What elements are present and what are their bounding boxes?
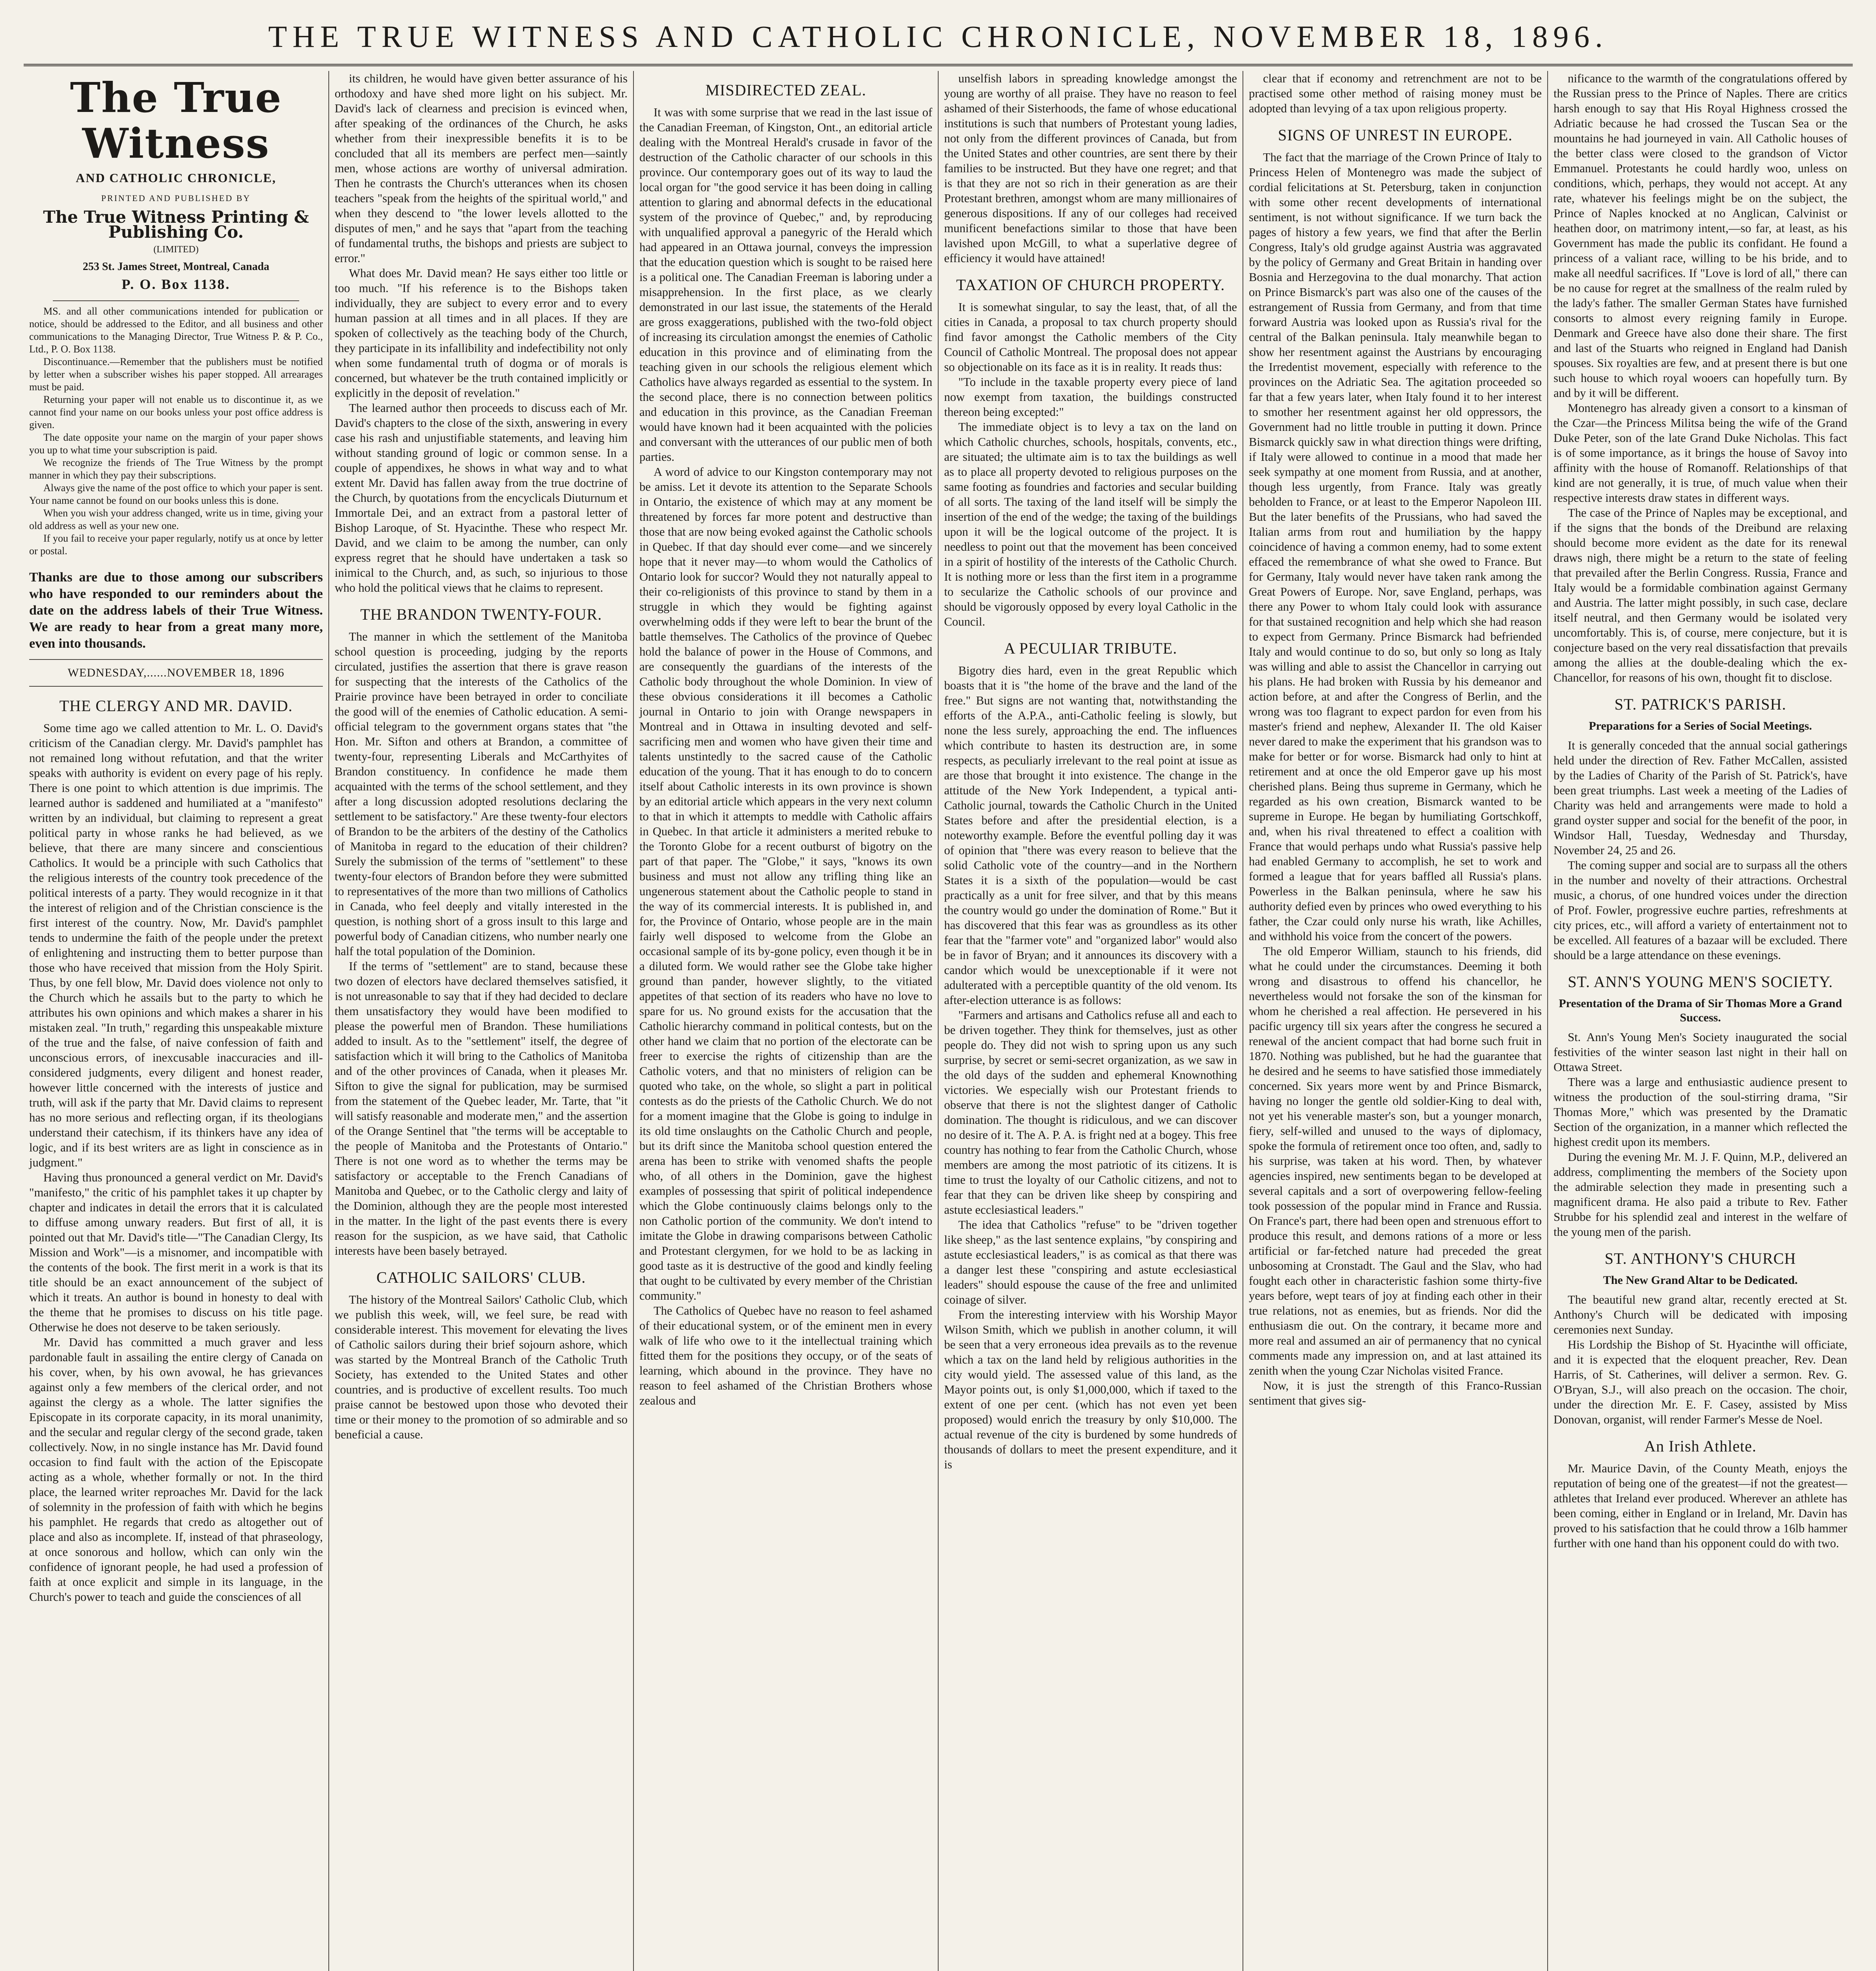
- article-heading: A PECULIAR TRIBUTE.: [1004, 639, 1177, 657]
- dateline: WEDNESDAY,......NOVEMBER 18, 1896: [29, 660, 323, 687]
- article-heading: SIGNS OF UNREST IN EUROPE.: [1278, 126, 1513, 144]
- article-paragraph: Having thus pronounced a general verdict on Mr. David's "manifesto," the critic of his pamphlet takes it up chapter by chapter and indicates in detail the errors that it is calculated to diffuse among unwary readers. But first of all, it is pointed out that Mr. David's title—"The Canadian Clergy, Its Mission and Work"—is a misnomer, and incompatible with the contents of the book. The first merit in a work is that its title should be an exact announcement of the subject of which it treats. An author is bound in honesty to deal with the theme that he promises to discuss on his title page. Otherwise he does not deserve to be taken seriously.: [29, 1171, 323, 1334]
- article-heading: An Irish Athlete.: [1644, 1437, 1757, 1455]
- article-paragraph: His Lordship the Bishop of St. Hyacinthe will officiate, and it is expected that the eloquent preacher, Rev. Dean Harris, of St. Catherines, will deliver a sermon. Rev. G. O'Bryan, S.J., will also preach on the occasion. The choir, under the direction Mr. E. F. Casey, assisted by Miss Donovan, organist, will render Farmer's Messe de Noel.: [1554, 1338, 1847, 1426]
- notice-paragraph: Returning your paper will not enable us to discontinue it, as we cannot find your name on our books unless your post office address is given.: [29, 394, 323, 430]
- article-heading: ST. PATRICK'S PARISH.: [1614, 695, 1787, 713]
- article-paragraph: clear that if economy and retrenchment are not to be practised some other method of raising money must be adopted than levying of a tax upon religious property.: [1249, 72, 1542, 115]
- article-paragraph: "Farmers and artisans and Catholics refuse all and each to be driven together. They think for themselves, just as other people do. They did not wish to spring upon us any such surprise, by secret or semi-secret organization, as we saw in the old days of the sudden and ephemeral Knownothing victories. We especially wish our Protestant friends to observe that there is not the slightest danger of Catholic domination. The thought is ridiculous, and we can discover no desire of it. The A. P. A. is fright ned at a bogey. This free country has nothing to fear from the Catholic Church, whose members are among the most patriotic of its citizens. It is time to trust the loyalty of our Catholic citizens, and not to fear that they can be driven like sheep by conspiring and astute ecclesiastical leaders.": [944, 1008, 1237, 1217]
- article-paragraph: The immediate object is to levy a tax on the land on which Catholic churches, schools, hospitals, convents, etc., are situated; the ultimate aim is to tax the buildings as well as to place all property devoted to religious purposes on the same footing as foundries and factories and secular building of all sorts. The taxing of the land itself will be simply the insertion of the end of the wedge; the taxing of the buildings upon it will be the logical outcome of the project. It is needless to point out that the movement has been conceived in a spirit of hostility of the interests of the Catholic Church. It is nothing more or less than the first item in a programme to secularize the Catholic schools of our province and should be vigorously opposed by every loyal Catholic in the Council.: [944, 420, 1237, 628]
- page-header: [24, 9, 1853, 66]
- article-paragraph: The beautiful new grand altar, recently erected at St. Anthony's Church will be dedicated with imposing ceremonies next Sunday.: [1554, 1293, 1847, 1336]
- masthead-publisher: The True Witness Printing & Publishing Co.: [43, 207, 309, 242]
- article-paragraph: The history of the Montreal Sailors' Catholic Club, which we publish this week, will, we feel sure, be read with considerable interest. This movement for elevating the lives of Catholic sailors during their brief sojourn ashore, which was started by the Montreal Branch of the Catholic Truth Society, has extended to the United States and other countries, and is productive of excellent results. Too much praise cannot be bestowed upon those who devoted their time or their money to the promotion of so admirable and so beneficial a cause.: [335, 1293, 628, 1441]
- divider: [53, 300, 299, 301]
- article-paragraph: There was a large and enthusiastic audience present to witness the production of the soul-stirring drama, "Sir Thomas More," which was presented by the Dramatic Section of the organization, in a manner which reflected the highest credit upon its members.: [1554, 1075, 1847, 1149]
- article-paragraph: It was with some surprise that we read in the last issue of the Canadian Freeman, of Kingston, Ont., an editorial article dealing with the Montreal Herald's crusade in favor of the destruction of the Catholic character of our schools in this province. Our contemporary goes out of its way to laud the local organ for "the good service it has been doing in calling attention to glaring and abnormal defects in the educational system of the province of Quebec," and, by reproducing with unqualified approval a panegyric of the Herald which had appeared in an Ottawa journal, conveys the impression that the education question which is sought to be raised here is a political one. The Canadian Freeman is laboring under a misapprehension. In the first place, as we clearly demonstrated in our last issue, the statements of the Herald are gross exaggerations, published with the two-fold object of increasing its circulation amongst the enemies of Catholic education in this province and of eliminating from the teaching given in our schools the religious element which Catholics have always regarded as essential to the system. In the second place, there is no connection between politics and education in this province, as the Canadian Freeman would have known had it been acquainted with the policies and conversant with the utterances of our public men of both parties.: [639, 106, 932, 464]
- publisher-notices: [29, 305, 323, 557]
- masthead-printed-by: PRINTED AND PUBLISHED BY: [101, 193, 251, 203]
- article-paragraph: Bigotry dies hard, even in the great Republic which boasts that it is "the home of the brave and the land of the free." But signs are not wanting that, notwithstanding the efforts of the A.P.A., anti-Catholic feeling is slowly, but none the less surely, approaching the end. The influences which contribute to hasten its destruction are, in some respects, as peculiarly irrelevant to the real point at issue as are those that brought it into existence. The change in the attitude of the New York Independent, a typical anti-Catholic journal, towards the Catholic Church in the United States before and after the presidential election, is a noteworthy example. Before the eventful polling day it was of opinion that "there was every reason to believe that the solid Catholic vote of the country—and in the Northern States it is a sixth of the population—would be cast practically as a unit for free silver, and that by this means the country would go under the domination of Rome." But it has discovered that this fear was as groundless as its other fear that the "farmer vote" and "organized labor" would also be in favor of Bryan; and it announces its discovery with a candor which would be unexceptionable if it were not adulterated with a perceptible quantity of the old venom. Its after-election utterance is as follows:: [944, 664, 1237, 1007]
- article-heading: THE CLERGY AND MR. DAVID.: [59, 697, 293, 715]
- article-paragraph: The fact that the marriage of the Crown Prince of Italy to Princess Helen of Montenegro was made the subject of cordial felicitations at St. Petersburg, taken in conjunction with some other recent developments of international sentiment, is not without significance. If we turn back the pages of history a few years, we find that after the Berlin Congress, Italy's old grudge against Austria was aggravated by the policy of Germany and Great Britain in handing over Bosnia and Herzegovina to the dual monarchy. That action on Prince Bismarck's part was also one of the causes of the estrangement of Russia from Germany, and from that time forward Austria was looked upon as Russia's rival for the central of the Balkan peninsula. Italy meanwhile began to show her resentment against the Austrians by encouraging the Irredentist movement, especially with reference to the provinces on the Adriatic Sea. The agitation proceeded so far that a few years later, when Italy found it to her interest to smother her resentment against her old oppressors, the Government had no little trouble in putting it down. Prince Bismarck quickly saw in what direction things were drifting, if Italy were allowed to continue in a mood that made her seek sympathy at one moment from Russia, and at another, though less urgently, from France. Italy was greatly beholden to France, or at least to the Emperor Napoleon III. But the later benefits of the Prussians, who had saved the Italian arms from rout and humiliation by the happy coincidence of having a common enemy, had to some extent effaced the remembrance of what she owed to France. But for Germany, Italy would never have taken rank among the Great Powers of Europe. Nor, save England, perhaps, was there any Power to whom Italy could look with assurance for that sustained recognition and help which she had reason to expect from Germany. Prince Bismarck had befriended Italy and would continue to do so, but only so long as Italy was willing and able to assist the Chancellor in carrying out his plans. He had broken with Russia by his demeanor and action before, at and after the Congress of Berlin, and the wrong was too flagrant to expect pardon for even from his master's friend and nephew, Alexander II. The old Kaiser never dared to make the experiment that his grandson was to make for better or for worse. Bismarck had only to hint at retirement and at once the old Emperor gave up his most cherished plans. Being thus supreme in Germany, which he regarded as his own creation, Bismarck wanted to be supreme in Europe. He began by humiliating Gortschkoff, and, when his rival threatened to effect a coalition with France that would perhaps undo what Russia's passive help had enabled Germany to accomplish, he set to work and formed a league that for years baffled all Russia's plans. Powerless in the Balkan peninsula, where he saw his authority defied even by princes who owed everything to his father, the Czar could only nurse his wrath, like Achilles, and withhold his voice from the concert of the powers.: [1249, 151, 1542, 943]
- article-heading: THE BRANDON TWENTY-FOUR.: [360, 605, 602, 623]
- article-paragraph: Mr. Maurice Davin, of the County Meath, enjoys the reputation of being one of the greatest—if not the greatest—athletes that Ireland ever produced. Wherever an athlete has been coming, either in England or in Ireland, Mr. Davin has proved to his satisfaction that he could throw a 16lb hammer further with one hand than his opponent could do with two.: [1554, 1462, 1847, 1550]
- masthead: [29, 71, 323, 292]
- article-paragraph: A word of advice to our Kingston contemporary may not be amiss. Let it devote its attention to the Separate Schools in Ontario, the existence of which may at any moment be threatened by forces far more potent and destructive than those that are now being evoked against the Catholic schools in Quebec. If that day should ever come—and we sincerely hope that it never may—to whom would the Catholics of Ontario look for succor? Would they not naturally appeal to their co-religionists of this province to stand by them in a struggle in which they would be fighting against overwhelming odds if they were left to bear the brunt of the battle themselves. The Catholics of the province of Quebec hold the balance of power in the House of Commons, and are consequently the guardians of the interests of the Catholic body throughout the whole Dominion. In view of these obvious considerations it ill becomes a Catholic journal in Ontario to join with Orange newspapers in Montreal and in Ottawa in insulting devoted and self-sacrificing men and women who have given their time and talents unstintedly to the sacred cause of the Catholic education of the young. That it has enough to do to concern itself about Catholic interests in its own province is shown by an editorial article which appears in the very next column to that in which it attempts to meddle with Catholic affairs in Quebec. In that article it administers a merited rebuke to the Toronto Globe for a recent outburst of bigotry on the part of that paper. The "Globe," it says, "knows its own business and must not allow any trifling thing like an ungenerous statement about the Catholic people to stand in the way of its commercial interests. It is published in, and for, the Province of Ontario, whose people are in the main fairly well disposed to welcome from the Globe an occasional sample of its by-gone policy, even though it be in a diluted form. We would rather see the Globe take higher ground than pander, however slightly, to the vitiated appetites of that section of its readers who have no love to spare for us. No ground exists for the accusation that the Catholic hierarchy command in political contests, but on the other hand we claim that no portion of the electorate can be freer to exercise the rights of citizenship than are the Catholic voters, and that no ministers of religion can be quoted who take, on the whole, so slight a part in political contests as do the priests of the Catholic Church. We do not for a moment imagine that the Globe is going to indulge in its old time onslaughts on the Catholic Church and people, but its drift since the Manitoba school question entered the arena has been to strike with venomed shafts the people who, of all others in the Dominion, gave the highest examples of possessing that spirit of political independence which the Globe continuously claims belongs only to the non Catholic portion of the community. We don't intend to imitate the Globe in drawing comparisons between Catholic and Protestant clergymen, for we hold to be as lacking in good taste as it is destructive of the good and kindly feeling that ought to be cultivated by every member of the Christian community.": [639, 465, 932, 1302]
- article-heading: TAXATION OF CHURCH PROPERTY.: [956, 276, 1225, 294]
- article-paragraph: The Catholics of Quebec have no reason to feel ashamed of their educational system, or of the eminent men in every walk of life who owe to it the intellectual training which fitted them for the positions they occupy, or of the seats of learning, which abound in the province. They have no reason to feel ashamed of the Christian Brothers whose zealous and: [639, 1304, 932, 1407]
- article-heading: ST. ANN'S YOUNG MEN'S SOCIETY.: [1568, 973, 1833, 991]
- notice-paragraph: MS. and all other communications intended for publication or notice, should be addressed to the Editor, and all business and other communications to the Managing Director, True Witness P. & P. Co., Ltd., P. O. Box 1138.: [29, 306, 323, 355]
- article-paragraph: The case of the Prince of Naples may be exceptional, and if the signs that the bonds of the Dreibund are relaxing should become more evident as the date for its renewal draws nigh, there might be a return to the state of feeling that prevailed after the Berlin Congress. Russia, France and Italy would be a formidable combination against Germany and Austria. The latter might possibly, in such case, declare itself neutral, and then Germany would be isolated very uncomfortably. This is, of course, mere conjecture, but it is conjecture based on the very real dissatisfaction that prevails among the allies at the double-dealing which the ex-Chancellor, for reasons of his own, thought fit to disclose.: [1554, 506, 1847, 684]
- article-paragraph: During the evening Mr. M. J. F. Quinn, M.P., delivered an address, complimenting the members of the Society upon the admirable selection they made in presenting such a magnificent drama. He also paid a tribute to Rev. Father Strubbe for his splendid zeal and interest in the welfare of the young men of the parish.: [1554, 1150, 1847, 1239]
- newspaper-columns: [24, 71, 1853, 1971]
- article-paragraph: It is generally conceded that the annual social gatherings held under the direction of Rev. Father McCallen, assisted by the Ladies of Charity of the Parish of St. Patrick's, have been great triumphs. Last week a meeting of the Ladies of Charity was held and arrangements were made to hold a grand oyster supper and social for the benefit of the poor, in Windsor Hall, Tuesday, Wednesday and Thursday, November 24, 25 and 26.: [1554, 739, 1847, 857]
- running-title: THE TRUE WITNESS AND CATHOLIC CHRONICLE, NOVEMBER 18, 1896.: [268, 19, 1608, 54]
- column-5: [1243, 71, 1547, 1971]
- article-paragraph: It is somewhat singular, to say the least, that, of all the cities in Canada, a proposal to tax church property should find favor amongst the Catholic members of the City Council of Catholic Montreal. The proposal does not appear so objectionable on its face as it is in reality. It reads thus:: [944, 300, 1237, 374]
- article-heading: ST. ANTHONY'S CHURCH: [1604, 1250, 1796, 1267]
- article-paragraph: The learned author then proceeds to discuss each of Mr. David's chapters to the close of the sixth, answering in every case his rash and unjustifiable statements, and leaving him without standing ground of logic or common sense. In a couple of appendixes, he shows in what way and to what extent Mr. David has fallen away from the true doctrine of the Church, by quotations from the encyclicals Diuturnum et Immortale Dei, and an extract from a pastoral letter of Bishop Laroque, of St. Hyacinthe. These who respect Mr. David, and we claim to be among the number, can only express regret that he should have undertaken a task so inimical to the Church, and, as such, so injurious to those who hold the political views that he claims to represent.: [335, 401, 628, 594]
- column-1: [24, 71, 328, 1971]
- article-paragraph: its children, he would have given better assurance of his orthodoxy and have shed more light on his subject. Mr. David's lack of clearness and precision is evinced when, after speaking of the ordinances of the Church, he asks whether from their inexpressible benefits it is to be concluded that all its members are perfect men—saintly men, whose actions are worthy of universal admiration. Then he contrasts the Church's utterances when its chosen teachers "speak from the heights of the spiritual world," and when they descend to "the lower levels allotted to the disputes of men," and he says that "apart from the teaching of fundamental truths, the bishops and priests are subject to error.": [335, 72, 628, 265]
- article-paragraph: Montenegro has already given a consort to a kinsman of the Czar—the Princess Militsa being the wife of the Grand Duke Peter, son of the late Grand Duke Nicholas. This fact is of some importance, as it brings the house of Savoy into affinity with the house of Romanoff. Relationships of that kind are not generally, it is true, of much value when their respective interests draw states in different ways.: [1554, 401, 1847, 505]
- article-heading: CATHOLIC SAILORS' CLUB.: [376, 1269, 586, 1286]
- column-2: [328, 71, 633, 1971]
- masthead-logo: The True Witness: [70, 73, 282, 168]
- article-paragraph: St. Ann's Young Men's Society inaugurated the social festivities of the winter season last night in their hall on Ottawa Street.: [1554, 1030, 1847, 1074]
- article-paragraph: The manner in which the settlement of the Manitoba school question is proceeding, judging by the reports circulated, justifies the assertion that there is grave reason for suspecting that the interests of the Catholics of the Prairie province have been betrayed in order to conciliate the good will of the enemies of Catholic education. A semi-official telegram to the government organs states that "the Hon. Mr. Sifton and others at Brandon, a committee of twenty-four, representing Liberals and McCarthyites of Brandon constituency. In confidence he made them acquainted with the terms of the school settlement, and they after a long discussion adopted resolutions declaring the settlement to be satisfactory." Are these twenty-four electors of Brandon to be the arbiters of the destiny of the Catholics of Manitoba in regard to the education of their children? Surely the submission of the terms of "settlement" to these twenty-four electors of Brandon before they were submitted to representatives of the more than two millions of Catholics in Canada, who feel deeply and vitally interested in the question, is nothing short of a gross insult to this large and powerful body of Canadian citizens, who number nearly one half the total population of the Dominion.: [335, 630, 628, 958]
- column-3: [633, 71, 938, 1971]
- thanks-notice: Thanks are due to those among our subscribers who have responded to our reminders about the date on the address labels of their True Witness. We are ready to hear from a great many more, even into thousands.: [29, 569, 323, 660]
- notice-paragraph: The date opposite your name on the margin of your paper shows you up to what time your subscription is paid.: [29, 432, 323, 456]
- article-paragraph: From the interesting interview with his Worship Mayor Wilson Smith, which we publish in another column, it will be seen that a very erroneous idea prevails as to the revenue which a tax on the land held by religious authorities in the city would yield. The assessed value of this land, as the Mayor points out, is only $1,000,000, which if taxed to the extent of one per cent. (which has not even yet been proposed) would enrich the treasury by only $10,000. The actual revenue of the city is burdened by some hundreds of thousands of dollars to meet the present expenditure, and it is: [944, 1308, 1237, 1471]
- article-paragraph: Now, it is just the strength of this Franco-Russian sentiment that gives sig-: [1249, 1379, 1542, 1407]
- notice-paragraph: Always give the name of the post office to which your paper is sent. Your name cannot be found on our books unless this is done.: [29, 482, 323, 506]
- article-paragraph: If the terms of "settlement" are to stand, because these two dozen of electors have declared themselves satisfied, it is not unreasonable to say that if they had decided to declare them unsatisfactory they would have been modified to please the powerful men of Brandon. These humiliations added to insult. As to the "settlement" itself, the degree of satisfaction which it will bring to the Catholics of Manitoba and of the other provinces of Canada, when it pleases Mr. Sifton to give the signal for publication, may be surmised from the statement of the Quebec leader, Mr. Tarte, that "it will satisfy reasonable and moderate men," and the assertion of the Orange Sentinel that "the terms will be acceptable to the people of Manitoba and the Protestants of Ontario." There is not one word as to whether the terms may be satisfactory or acceptable to the French Canadians of Manitoba and Quebec, or to the Catholic clergy and laity of the Dominion, although they are the people most interested in the matter. In the light of the past events there is every reason for the suspicion, as we have said, that Catholic interests have been basely betrayed.: [335, 959, 628, 1257]
- article-paragraph: Mr. David has committed a much graver and less pardonable fault in assailing the entire clergy of Canada on his cover, when, by his own avowal, he has grievances against only a few members of the clerical order, and not against the clergy as a whole. The latter signifies the Episcopate in its corporate capacity, in its moral unanimity, and the secular and regular clergy of the second grade, taken collectively. Now, in no single instance has Mr. David found occasion to find fault with the action of the Episcopate acting as a whole, whether formally or not. In the third place, the learned writer reproaches Mr. David for the lack of solemnity in the profession of faith with which he begins his pamphlet. He regards that credo as altogether out of place and also as incomplete. If, instead of that phraseology, at once sonorous and hollow, which can only win the confidence of ignorant people, he had used a profession of faith at once explicit and simple in its language, in the Church's power to teach and guide the consciences of all: [29, 1336, 323, 1604]
- article-paragraph: The old Emperor William, staunch to his friends, did what he could under the circumstances. Deeming it both wrong and disastrous to offend his chancellor, he nevertheless would not forsake the son of the kinsman for whom he cherished a real affection. He persevered in his pacific urgency till six years after the congress he secured a renewal of the ancient compact that had borne such fruit in 1870. Nothing was published, but he had the guarantee that he desired and he seems to have satisfied those immediately concerned. Six years more went by and Prince Bismarck, having no longer the gentle old soldier-King to deal with, not yet his venerable master's son, but a younger monarch, fiery, self-willed and unused to the ways of diplomacy, spoke the formula of retirement once too often, and, sadly to his surprise, was taken at his word. Then, by whatever agencies inspired, new sentiments began to be developed at several capitals and a sort of overpowering fellow-feeling took possession of the popular mind in France and Russia. On France's part, there had been open and strenuous effort to produce this result, and demons rations of a more or less artificial or far-fetched nature had preceded the great unbosoming at Cronstadt. The Gaul and the Slav, who had fought each other in characteristic fashion some thirty-five years before, wept tears of joy at finding each other in their true relations, not as enemies, but as friends. Nor did the enthusiasm die out. On the contrary, it became more and more real and assumed an air of permanency that no cynical comments made any impression on, and at last attained its zenith when the young Czar Nicholas visited France.: [1249, 945, 1542, 1377]
- article-paragraph: Some time ago we called attention to Mr. L. O. David's criticism of the Canadian clergy. Mr. David's pamphlet has not remained long without refutation, and that the writer speaks with authority is evident on every page of his reply. There is one point to which attention is due imprimis. The learned author is saddened and humiliated at a "manifesto" written by an individual, but claiming to represent a great political party in whose ranks he had believed, as we believe, that there are many sincere and conscientious Catholics. It would be a principle with such Catholics that the religious interests of the country took precedence of the political interests of a party. They would recognize in it that the interest of religion and of the Christian conscience is the first interest of the country. Now, Mr. David's pamphlet tends to undermine the faith of the people under the pretext of enlightening and instructing them to better purpose than those who have received that mission from the Holy Spirit. Thus, by one fell blow, Mr. David does violence not only to the Church which he assails but to the party to which he attributes his own opinions and which makes a sharer in his mistaken zeal. "In truth," regarding this unspeakable mixture of the true and the false, of naive confession of faith and unconscious errors, of inexcusable inaccuracies and ill-considered judgments, every diligent and honest reader, however little concerned with the interests of justice and truth, will ask if the party that Mr. David claims to represent has no more serious and reflecting organ, if its theologians understand their catechism, if its thinkers have any idea of logic, and if its best writers are as light in conscience as in judgment.": [29, 721, 323, 1169]
- masthead-subtitle: AND CATHOLIC CHRONICLE,: [76, 171, 276, 185]
- notice-paragraph: We recognize the friends of The True Witness by the prompt manner in which they pay their subscriptions.: [29, 457, 323, 481]
- article-subheading: Presentation of the Drama of Sir Thomas More a Grand Success.: [1559, 997, 1842, 1024]
- notice-paragraph: Discontinuance.—Remember that the publishers must be notified by letter when a subscriber wishes his paper stopped. All arrearages must be paid.: [29, 356, 323, 393]
- column-4: [938, 71, 1243, 1971]
- column-6: [1547, 71, 1853, 1971]
- article-paragraph: What does Mr. David mean? He says either too little or too much. "If his reference is to the Bishops taken individually, they are subject to every error and to every human passion at all times and in all places. If they are spoken of collectively as the teaching body of the Church, they participate in its infallibility and indefectibility not only when some fundamental truth of dogma or of morals is concerned, but whatever be the truth contained implicitly or explicitly in the deposit of revelation.": [335, 266, 628, 400]
- article-paragraph: The coming supper and social are to surpass all the others in the number and novelty of their attractions. Orchestral music, a chorus, of one hundred voices under the direction of Prof. Fowler, progressive euchre parties, refreshments at city prices, etc., will afford a variety of entertainment not to be excelled. All features of a bazaar will be excluded. There should be a large attendance on these evenings.: [1554, 859, 1847, 962]
- notice-paragraph: If you fail to receive your paper regularly, notify us at once by letter or postal.: [29, 533, 323, 557]
- article-subheading: The New Grand Altar to be Dedicated.: [1603, 1274, 1798, 1287]
- article-paragraph: "To include in the taxable property every piece of land now exempt from taxation, the buildings constructed thereon being excepted:": [944, 375, 1237, 419]
- article-heading: MISDIRECTED ZEAL.: [705, 81, 866, 99]
- article-paragraph: The idea that Catholics "refuse" to be "driven together like sheep," as the last sentence explains, "by conspiring and astute ecclesiastical leaders," is as comical as that there was a danger lest these "conspiring and astute ecclesiastical leaders" should espouse the cause of the free and unlimited coinage of silver.: [944, 1218, 1237, 1306]
- masthead-po-box: P. O. Box 1138.: [121, 276, 231, 292]
- masthead-address: 253 St. James Street, Montreal, Canada: [82, 261, 270, 273]
- notice-paragraph: When you wish your address changed, write us in time, giving your old address as well as your new one.: [29, 507, 323, 531]
- article-paragraph: unselfish labors in spreading knowledge amongst the young are worthy of all praise. They have no reason to feel ashamed of their Sisterhoods, the fame of whose educational institutions is such that numbers of Protestant young ladies, not only from the different provinces of Canada, but from the United States and other countries, are sent there by their families to be instructed. But they have one regret; and that is that they are not so rich in their generation as are their Protestant brethren, amongst whom are many millionaires of generous dispositions. If any of our colleges had received munificent benefactions similar to those that have been lavished upon McGill, to what a superlative degree of efficiency it would have attained!: [944, 72, 1237, 265]
- article-paragraph: nificance to the warmth of the congratulations offered by the Russian press to the Prince of Naples. There are critics harsh enough to say that His Royal Highness crossed the Adriatic because he had crossed the Tuscan Sea or the mountains he had journeyed in vain. All Catholic houses of the better class were closed to the grandson of Victor Emmanuel. Protestants he could hardly woo, unless on conditions, which, perhaps, they would not accept. At any rate, whatever his feelings might be on the subject, the Prince of Naples knocked at no Anglican, Calvinist or heathen door, on matrimony intent,—so far, at least, as his Government has made the public its confidant. He found a princess of a valiant race, willing to be his bride, and to make all needful sacrifices. If "Love is lord of all," there can be no cause for regret at the smallness of the realm ruled by the lady's father. The smaller German States have furnished consorts to almost every reigning family in Europe. Denmark and Greece have also done their share. The first and last of the Stuarts who reigned in England had Danish spouses. Six royalties are few, and at present there is but one such house to which royal wooers can hopefully turn. By and by it will be different.: [1554, 72, 1847, 400]
- article-subheading: Preparations for a Series of Social Meetings.: [1589, 719, 1812, 732]
- masthead-limited: (LIMITED): [153, 244, 199, 255]
